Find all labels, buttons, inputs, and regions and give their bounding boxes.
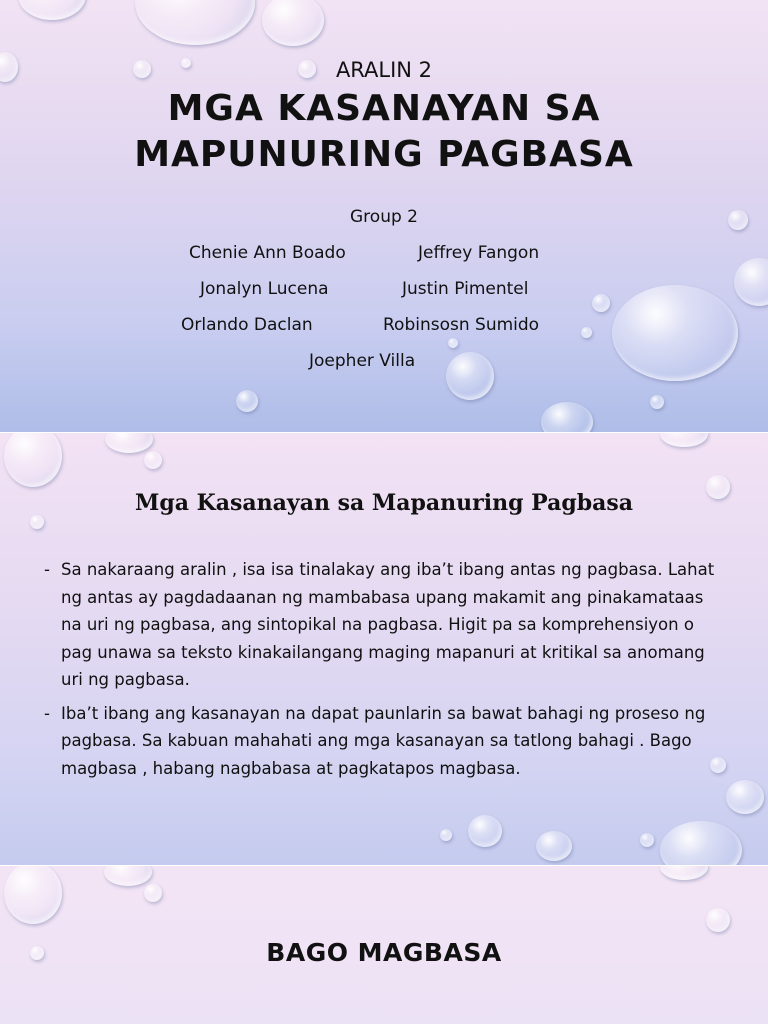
member-name: Jeffrey Fangon — [418, 243, 540, 263]
bullet-text: Iba’t ibang ang kasanayan na dapat paunlarin sa bawat bahagi ng proseso ng pagbasa. Sa kabuan mahahati ang mga kasanayan sa tatlong bahagi . Bago magbasa , habang nagbabasa at pagkatapos magbasa. — [61, 703, 706, 778]
water-drop-decoration — [144, 884, 162, 902]
member-name: Jonalyn Lucena — [200, 279, 329, 299]
water-drop-decoration — [541, 402, 593, 432]
title-line-2: MAPUNURING PAGBASA — [134, 134, 634, 175]
water-drop-decoration — [30, 515, 44, 529]
member-name: Chenie Ann Boado — [189, 243, 346, 263]
water-drop-decoration — [726, 780, 764, 814]
title-line-1: MGA KASANAYAN SA — [167, 88, 601, 129]
bullet-text: Sa nakaraang aralin , isa isa tinalakay ang iba’t ibang antas ng pagbasa. Lahat ng antas ay pagdadaanan ng mambabasa upang makamit ang pinakamataas na uri ng pagbasa, ang sintopikal na pagbasa. Higit pa sa komprehensiyon o pag unawa sa teksto kinakailangang maging mapanuri at kritikal sa anomang uri ng pagbasa. — [61, 560, 715, 689]
water-drop-decoration — [468, 815, 502, 847]
water-drop-decoration — [4, 866, 62, 924]
water-drop-decoration — [592, 294, 610, 312]
slide-title: Mga Kasanayan sa Mapanuring Pagbasa — [135, 490, 633, 516]
member-name: Robinsosn Sumido — [383, 315, 540, 335]
member-name: Joepher Villa — [309, 351, 416, 371]
bullet-item — [44, 700, 724, 783]
slide-title: BAGO MAGBASA — [266, 938, 502, 967]
member-name: Justin Pimentel — [402, 279, 529, 299]
member-name: Orlando Daclan — [181, 315, 313, 335]
slide-title — [0, 86, 768, 178]
water-drop-decoration — [660, 821, 742, 865]
bullet-marker: - — [44, 703, 50, 723]
water-drop-decoration — [4, 433, 62, 487]
water-drop-decoration — [536, 831, 572, 861]
group-label: Group 2 — [350, 207, 418, 227]
water-drop-decoration — [612, 285, 738, 381]
water-drop-decoration — [104, 866, 152, 886]
water-drop-decoration — [144, 451, 162, 469]
water-drop-decoration — [660, 433, 708, 447]
water-drop-decoration — [262, 0, 324, 46]
water-drop-decoration — [135, 0, 255, 45]
water-drop-decoration — [236, 390, 258, 412]
water-drop-decoration — [660, 866, 708, 880]
water-drop-decoration — [446, 352, 494, 400]
water-drop-decoration — [448, 338, 458, 348]
water-drop-decoration — [105, 433, 153, 453]
water-drop-decoration — [650, 395, 664, 409]
bullet-marker: - — [44, 560, 50, 579]
bullet-list — [44, 556, 724, 788]
water-drop-decoration — [734, 258, 768, 306]
water-drop-decoration — [581, 327, 592, 338]
water-drop-decoration — [440, 829, 452, 841]
water-drop-decoration — [706, 908, 730, 932]
lesson-label: ARALIN 2 — [335, 58, 433, 82]
water-drop-decoration — [640, 833, 654, 847]
water-drop-decoration — [18, 0, 86, 20]
bullet-item — [44, 556, 724, 694]
